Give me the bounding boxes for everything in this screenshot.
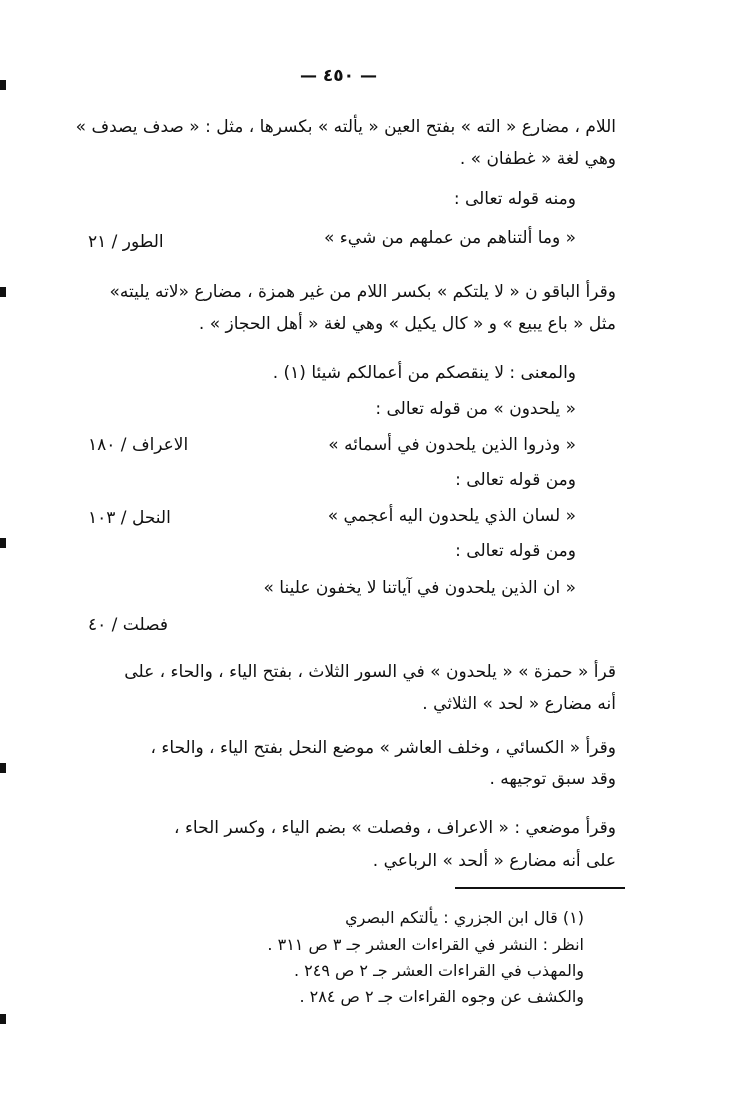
binding-mark: [0, 1014, 6, 1024]
binding-mark: [0, 80, 6, 90]
text-line: اللام ، مضارع « الته » بفتح العين « يألته » بكسرها ، مثل : « صدف يصدف »: [75, 117, 616, 137]
binding-mark: [0, 763, 6, 773]
verse-line: « وما ألتناهم من عملهم من شيء »: [324, 228, 576, 248]
text-line: مثل « باع يبيع » و « كال يكيل » وهي لغة « أهل الحجاز » .: [198, 314, 616, 334]
verse-line: « وذروا الذين يلحدون في أسمائه »: [328, 435, 576, 455]
text-line: والمعنى : لا ينقصكم من أعمالكم شيئا (١) .: [272, 363, 576, 383]
verse-line: « لسان الذي يلحدون اليه أعجمي »: [327, 506, 576, 526]
footnote-line: (١) قال ابن الجزري : يألتكم البصري: [345, 908, 584, 927]
footnote-line: والكشف عن وجوه القراءات جـ ٢ ص ٢٨٤ .: [299, 987, 584, 1006]
text-line: ومن قوله تعالى :: [455, 541, 576, 561]
verse-line: « ان الذين يلحدون في آياتنا لا يخفون علينا »: [263, 578, 576, 598]
text-line: وقرأ موضعي : « الاعراف ، وفصلت » بضم الياء ، وكسر الحاء ،: [174, 818, 616, 838]
text-line: أنه مضارع « لحد » الثلاثي .: [422, 694, 616, 714]
text-line: وقد سبق توجيهه .: [489, 769, 616, 789]
text-line: ومن قوله تعالى :: [455, 470, 576, 490]
page-number: — ٤٥٠ —: [300, 66, 377, 86]
verse-reference: الاعراف / ١٨٠: [88, 435, 189, 455]
text-line: قرأ « حمزة » « يلحدون » في السور الثلاث ، بفتح الياء ، والحاء ، على: [124, 662, 616, 682]
text-line: وقرأ « الكسائي ، وخلف العاشر » موضع النحل بفتح الياء ، والحاء ،: [150, 738, 616, 758]
text-line: وقرأ الباقو ن « لا يلتكم » بكسر اللام من غير همزة ، مضارع «لاته يليته»: [109, 282, 616, 302]
footnote-line: والمهذب في القراءات العشر جـ ٢ ص ٢٤٩ .: [293, 961, 584, 980]
verse-reference: الطور / ٢١: [88, 232, 164, 252]
text-line: ومنه قوله تعالى :: [453, 189, 576, 209]
text-line: وهي لغة « غطفان » .: [459, 149, 616, 169]
binding-mark: [0, 287, 6, 297]
verse-reference: فصلت / ٤٠: [88, 615, 168, 635]
footnote-line: انظر : النشر في القراءات العشر جـ ٣ ص ٣١١ .: [267, 935, 584, 954]
binding-mark: [0, 538, 6, 548]
text-line: على أنه مضارع « ألحد » الرباعي .: [372, 851, 616, 871]
verse-reference: النحل / ١٠٣: [88, 508, 171, 528]
footnote-separator: [455, 887, 625, 889]
text-line: « يلحدون » من قوله تعالى :: [375, 399, 576, 419]
